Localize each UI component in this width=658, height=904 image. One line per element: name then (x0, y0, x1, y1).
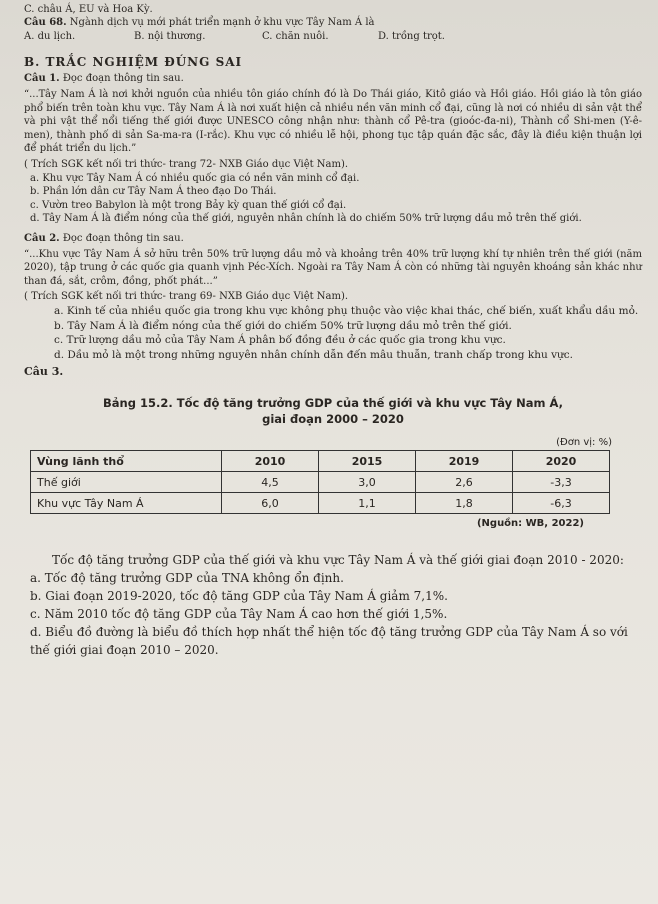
question-2-item-c: c. Trữ lượng dầu mỏ của Tây Nam Á phân bố đồng đều ở các quốc gia trong khu vực. (54, 334, 506, 346)
table-header-cell: 2020 (513, 451, 610, 472)
question-3-item-a: a. Tốc độ tăng trưởng GDP của TNA không ổn định. (30, 571, 344, 585)
question-3 (24, 364, 642, 379)
question-1-item-c: c. Vườn treo Babylon là một trong Bảy kỳ quan thế giới cổ đại. (30, 199, 347, 211)
question-68-label: Câu 68. (24, 17, 67, 28)
question-3-item-b: b. Giai đoạn 2019-2020, tốc độ tăng GDP của Tây Nam Á giảm 7,1%. (30, 589, 448, 603)
gdp-growth-table (30, 450, 610, 514)
table-header-cell: 2010 (222, 451, 319, 472)
question-3-body (24, 551, 642, 659)
table-header-cell: 2019 (416, 451, 513, 472)
option-d: D. trồng trọt. (378, 31, 445, 42)
question-3-item-c: c. Năm 2010 tốc độ tăng GDP của Tây Nam Á cao hơn thế giới 1,5%. (30, 607, 448, 621)
question-2-source: ( Trích SGK kết nối tri thức- trang 69- NXB Giáo dục Việt Nam). (24, 291, 349, 302)
question-1-passage: “...Tây Nam Á là nơi khởi nguồn của nhiều tôn giáo chính đó là Do Thái giáo, Kitô giáo và Hồi giáo. Hồi giáo là tôn giáo phổ biến trên toàn khu vực. Tây Nam Á là nơi xuất hiện cả nhiều nền văn minh cổ đại, cũng là nơi có nhiều di sản vật thể và phi vật thể nổi tiếng thế giới được UNESCO công nhận như: thành cổ Pê-tra (gioóc-đa-ni), Thành cổ Shi-men (Y-ê-men), thành phố di sản Sa-ma-ra (I-rắc). Khu vực có nhiều lễ hội, phong tục tập quán đặc sắc, đây là điều kiện thuận lợi để phát triển du lịch.” (24, 89, 642, 154)
question-1-item-a: a. Khu vực Tây Nam Á có nhiều quốc gia có nền văn minh cổ đại. (30, 172, 360, 184)
question-1-label: Câu 1. (24, 73, 60, 84)
table-cell: 4,5 (222, 472, 319, 493)
table-header-cell: 2015 (319, 451, 416, 472)
question-1-item-d: d. Tây Nam Á là điểm nóng của thế giới, nguyên nhân chính là do chiếm 50% trữ lượng dầu mỏ trên thế giới. (30, 213, 582, 224)
question-2-item-b: b. Tây Nam Á là điểm nóng của thế giới do chiếm 50% trữ lượng dầu mỏ trên thế giới. (54, 319, 512, 332)
table-cell: Thế giới (31, 472, 222, 493)
question-1-source: ( Trích SGK kết nối tri thức- trang 72- NXB Giáo dục Việt Nam). (24, 158, 349, 170)
table-header-cell: Vùng lãnh thổ (31, 451, 222, 472)
option-c: C. chăn nuôi. (262, 31, 329, 42)
question-3-item-d: d. Biểu đồ đường là biểu đồ thích hợp nhất thể hiện tốc độ tăng trưởng GDP của Tây Nam Á so với thế giới giai đoạn 2010 – 2020. (30, 625, 628, 657)
question-2-label: Câu 2. (24, 232, 60, 244)
table-cell: 2,6 (416, 472, 513, 493)
table-cell: 6,0 (222, 493, 319, 514)
option-b: B. nội thương. (134, 31, 206, 42)
question-3-label: Câu 3. (24, 365, 64, 378)
previous-option-line: C. châu Á, EU và Hoa Kỳ. (24, 4, 153, 15)
question-1-item-b: b. Phần lớn dân cư Tây Nam Á theo đạo Do Thái. (30, 186, 277, 197)
table-cell: -3,3 (513, 472, 610, 493)
table-title (24, 395, 642, 427)
section-b-heading: B. TRẮC NGHIỆM ĐÚNG SAI (24, 55, 243, 69)
question-1-text: Đọc đoạn thông tin sau. (62, 73, 184, 84)
table-header-row (31, 451, 610, 472)
question-68 (24, 16, 642, 30)
option-a: A. du lịch. (24, 31, 76, 42)
question-3-text: Tốc độ tăng trưởng GDP của thế giới và khu vực Tây Nam Á và thế giới giai đoạn 2010 - 2020: (52, 553, 624, 567)
question-2-item-a: a. Kinh tế của nhiều quốc gia trong khu vực không phụ thuộc vào việc khai thác, chế biến, xuất khẩu dầu mỏ. (54, 305, 639, 317)
table-unit: (Đơn vị: %) (556, 437, 612, 448)
table-cell: 1,1 (319, 493, 416, 514)
table-title-line-1: Bảng 15.2. Tốc độ tăng trưởng GDP của thế giới và khu vực Tây Nam Á, (103, 396, 563, 410)
table-row (31, 493, 610, 514)
question-68-options (24, 31, 642, 43)
question-2-item-d: d. Dầu mỏ là một trong những nguyên nhân chính dẫn đến mâu thuẫn, tranh chấp trong khu vực. (54, 348, 573, 361)
table-cell: -6,3 (513, 493, 610, 514)
question-2 (24, 232, 642, 246)
table-cell: Khu vực Tây Nam Á (31, 493, 222, 514)
question-1 (24, 72, 642, 86)
table-row (31, 472, 610, 493)
question-2-passage: “...Khu vực Tây Nam Á sở hữu trên 50% trữ lượng dầu mỏ và khoảng trên 40% trữ lượng khí tự nhiên trên thế giới (năm 2020), tập trung ở các quốc gia quanh vịnh Péc-Xích. Ngoài ra Tây Nam Á còn có những tài nguyên khoáng sản khác như than đá, sắt, crôm, đồng, phốt phát...” (24, 248, 642, 287)
table-title-line-2: giai đoạn 2000 – 2020 (262, 412, 404, 426)
question-68-text: Ngành dịch vụ mới phát triển mạnh ở khu vực Tây Nam Á là (69, 17, 375, 28)
table-cell: 1,8 (416, 493, 513, 514)
table-cell: 3,0 (319, 472, 416, 493)
table-source: (Nguồn: WB, 2022) (476, 518, 584, 529)
question-2-text: Đọc đoạn thông tin sau. (62, 232, 184, 244)
